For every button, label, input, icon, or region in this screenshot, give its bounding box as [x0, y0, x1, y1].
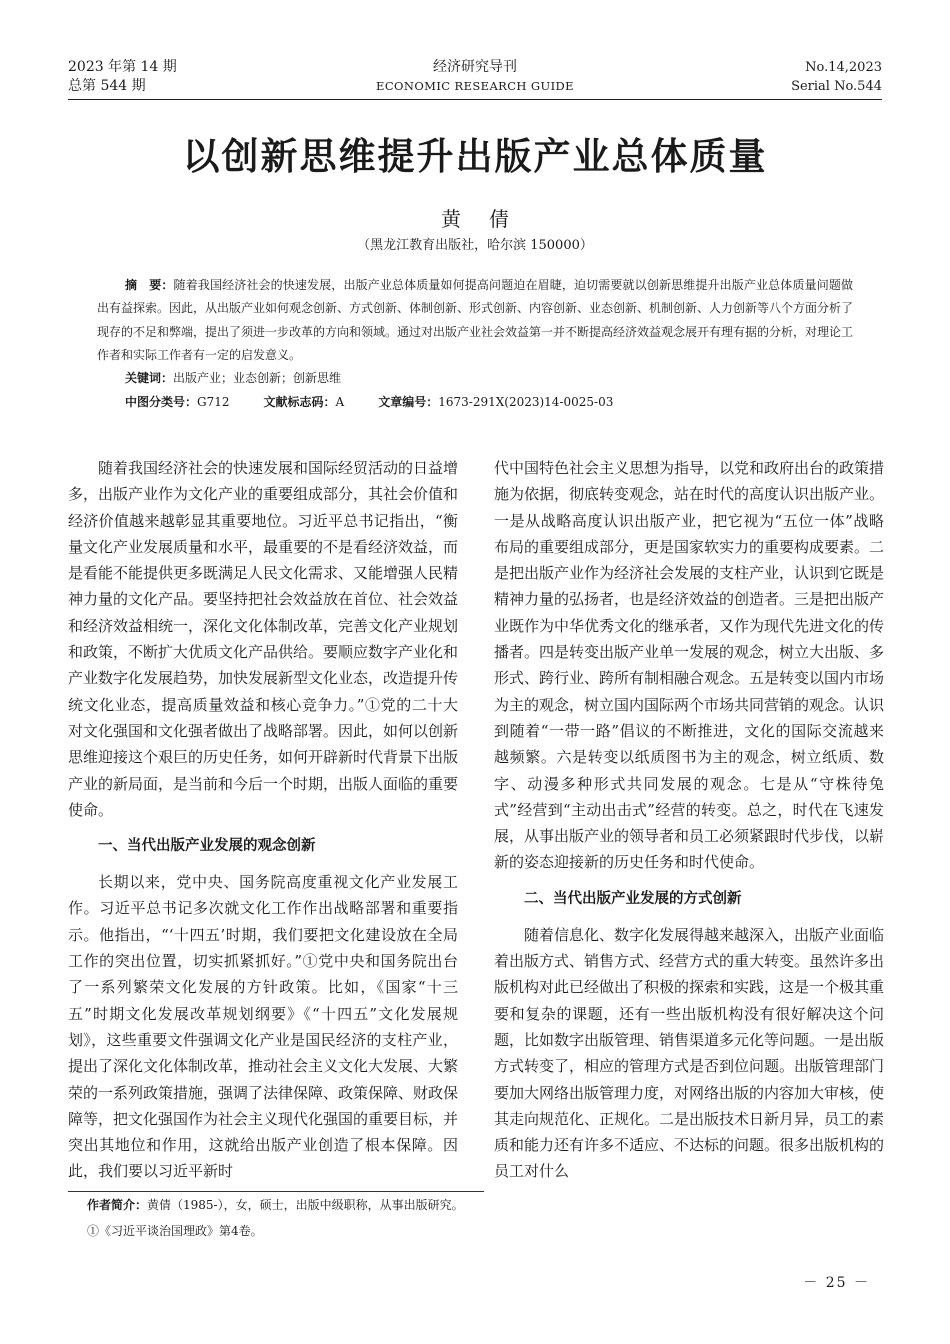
reference-footnote: ①《习近平谈治国理政》第4卷。	[87, 1224, 263, 1238]
issue-en: No.14,2023	[805, 60, 882, 75]
header-right	[791, 58, 882, 96]
section-heading-2: 二、当代出版产业发展的方式创新	[524, 890, 742, 907]
abstract-label: 摘 要：	[125, 278, 174, 292]
journal-name-en: ECONOMIC RESEARCH GUIDE	[376, 79, 574, 93]
abstract	[97, 274, 853, 368]
page-number: － 25 －	[803, 1275, 870, 1291]
body-column-right	[494, 455, 884, 1185]
keywords-text: 出版产业；业态创新；创新思维	[173, 371, 342, 385]
clc-label: 中图分类号：	[125, 395, 198, 409]
abstract-text: 随着我国经济社会的快速发展，出版产业总体质量如何提高问题迫在眉睫，迫切需要就以创新思维提升出版产业总体质量问题做出有益探索。因此，从出版产业如何观念创新、方式创新、体制创新、形式创新、内容创新、业态创新、机制创新、人力创新等八个方面分析了现存的不足和弊端，提出了须进一步改革的方向和领域。通过对出版产业社会效益第一并不断提高经济效益观念展开有理有据的分析，对理论工作者和实际工作者有一定的启发意义。	[97, 278, 854, 363]
keywords	[125, 368, 341, 388]
journal-name-cn: 经济研究导刊	[433, 59, 517, 75]
doc-code-label: 文献标志码：	[263, 395, 336, 409]
author-name: 黄倩	[441, 207, 537, 231]
author-bio-label: 作者简介：	[87, 1198, 148, 1212]
serial-en: Serial No.544	[791, 79, 882, 94]
body-paragraph: 随着我国经济社会的快速发展和国际经贸活动的日益增多，出版产业作为文化产业的重要组成部分，其社会价值和经济价值越来越彰显其重要地位。习近平总书记指出，“衡量文化产业发展质量和水平，最重要的不是看经济效益，而是看能不能提供更多既满足人民文化需求、又能增强人民精神力量的文化产品。要坚持把社会效益放在首位、社会效益和经济效益相统一，深化文化体制改革，完善文化产业规划和政策，不断扩大优质文化产品供给。要顺应数字产业化和产业数字化发展趋势，加快发展新型文化业态，改造提升传统文化业态，提高质量效益和核心竞争力。”①党的二十大对文化强国和文化强者做出了战略部署。因此，如何以创新思维迎接这个艰巨的历史任务，如何开辟新时代背景下出版产业的新局面，是当前和今后一个时期，出版人面临的重要使命。	[68, 459, 459, 819]
keywords-label: 关键词：	[125, 371, 174, 385]
classification-line	[125, 392, 613, 412]
author-bio-text: 黄倩（1985-），女，硕士，出版中级职称，从事出版研究。	[147, 1198, 464, 1212]
article-number-value: 1673-291X(2023)14-0025-03	[438, 395, 614, 409]
serial-cn: 总第 544 期	[68, 78, 146, 94]
running-header	[68, 58, 882, 100]
body-paragraph: 代中国特色社会主义思想为指导，以党和政府出台的政策措施为依据，彻底转变观念，站在时代的高度认识出版产业。一是从战略高度认识出版产业，把它视为“五位一体”战略布局的重要组成部分，更是国家软实力的重要构成要素。二是把出版产业作为经济社会发展的支柱产业，认识到它既是精神力量的弘扬者，也是经济效益的创造者。三是把出版产业既作为中华优秀文化的继承者，又作为现代先进文化的传播者。四是转变出版产业单一发展的观念，树立大出版、多形式、跨行业、跨所有制相融合观念。五是转变以国内市场为主的观念，树立国内国际两个市场共同营销的观念。认识到随着“一带一路”倡议的不断推进，文化的国际交流越来越频繁。六是转变以纸质图书为主的观念，树立纸质、数字、动漫多种形式共同发展的观念。七是从“守株待兔式”经营到“主动出击式”经营的转变。总之，时代在飞速发展，从事出版产业的领导者和员工必须紧跟时代步伐，以崭新的姿态迎接新的历史任务和时代使命。	[494, 459, 885, 872]
doc-code-value: A	[335, 395, 345, 409]
clc-value: G712	[197, 395, 230, 409]
header-divider	[68, 99, 882, 100]
author-bio-footnote	[87, 1196, 464, 1214]
article-title: 以创新思维提升出版产业总体质量	[182, 135, 768, 178]
issue-cn: 2023 年第 14 期	[68, 59, 177, 75]
body-column-left	[68, 455, 458, 1185]
header-center	[68, 58, 882, 96]
article-number-label: 文章编号：	[378, 395, 439, 409]
footnote-divider	[68, 1191, 484, 1192]
author-affiliation: （黑龙江教育出版社，哈尔滨 150000）	[357, 238, 593, 253]
body-paragraph: 长期以来，党中央、国务院高度重视文化产业发展工作。习近平总书记多次就文化工作作出战略部署和重要指示。他指出，“‘十四五’时期，我们要把文化建设放在全局工作的突出位置，切实抓紧抓好。”①党中央和国务院出台了一系列繁荣文化发展的方针政策。比如，《国家“十三五”时期文化发展改革规划纲要》《“十四五”文化发展规划》，这些重要文件强调文化产业是国民经济的支柱产业，提出了深化文化体制改革，推动社会主义文化大发展、大繁荣的一系列政策措施，强调了法律保障、政策保障、财政保障等，把文化强国作为社会主义现代化强国的重要目标，并突出其地位和作用，这就给出版产业创造了根本保障。因此，我们要以习近平新时	[68, 873, 459, 1181]
body-paragraph: 随着信息化、数字化发展得越来越深入，出版产业面临着出版方式、销售方式、经营方式的重大转变。虽然许多出版机构对此已经做出了积极的探索和实践，这是一个极其重要和复杂的课题，还有一些出版机构没有很好解决这个问题，比如数字出版管理、销售渠道多元化等问题。一是出版方式转变了，相应的管理方式是否到位问题。出版管理部门要加大网络出版管理力度，对网络出版的内容加大审核，使其走向规范化、正规化。二是出版技术日新月异，员工的素质和能力还有许多不适应、不达标的问题。很多出版机构的员工对什么	[494, 925, 885, 1181]
section-heading-1: 一、当代出版产业发展的观念创新	[98, 838, 316, 855]
